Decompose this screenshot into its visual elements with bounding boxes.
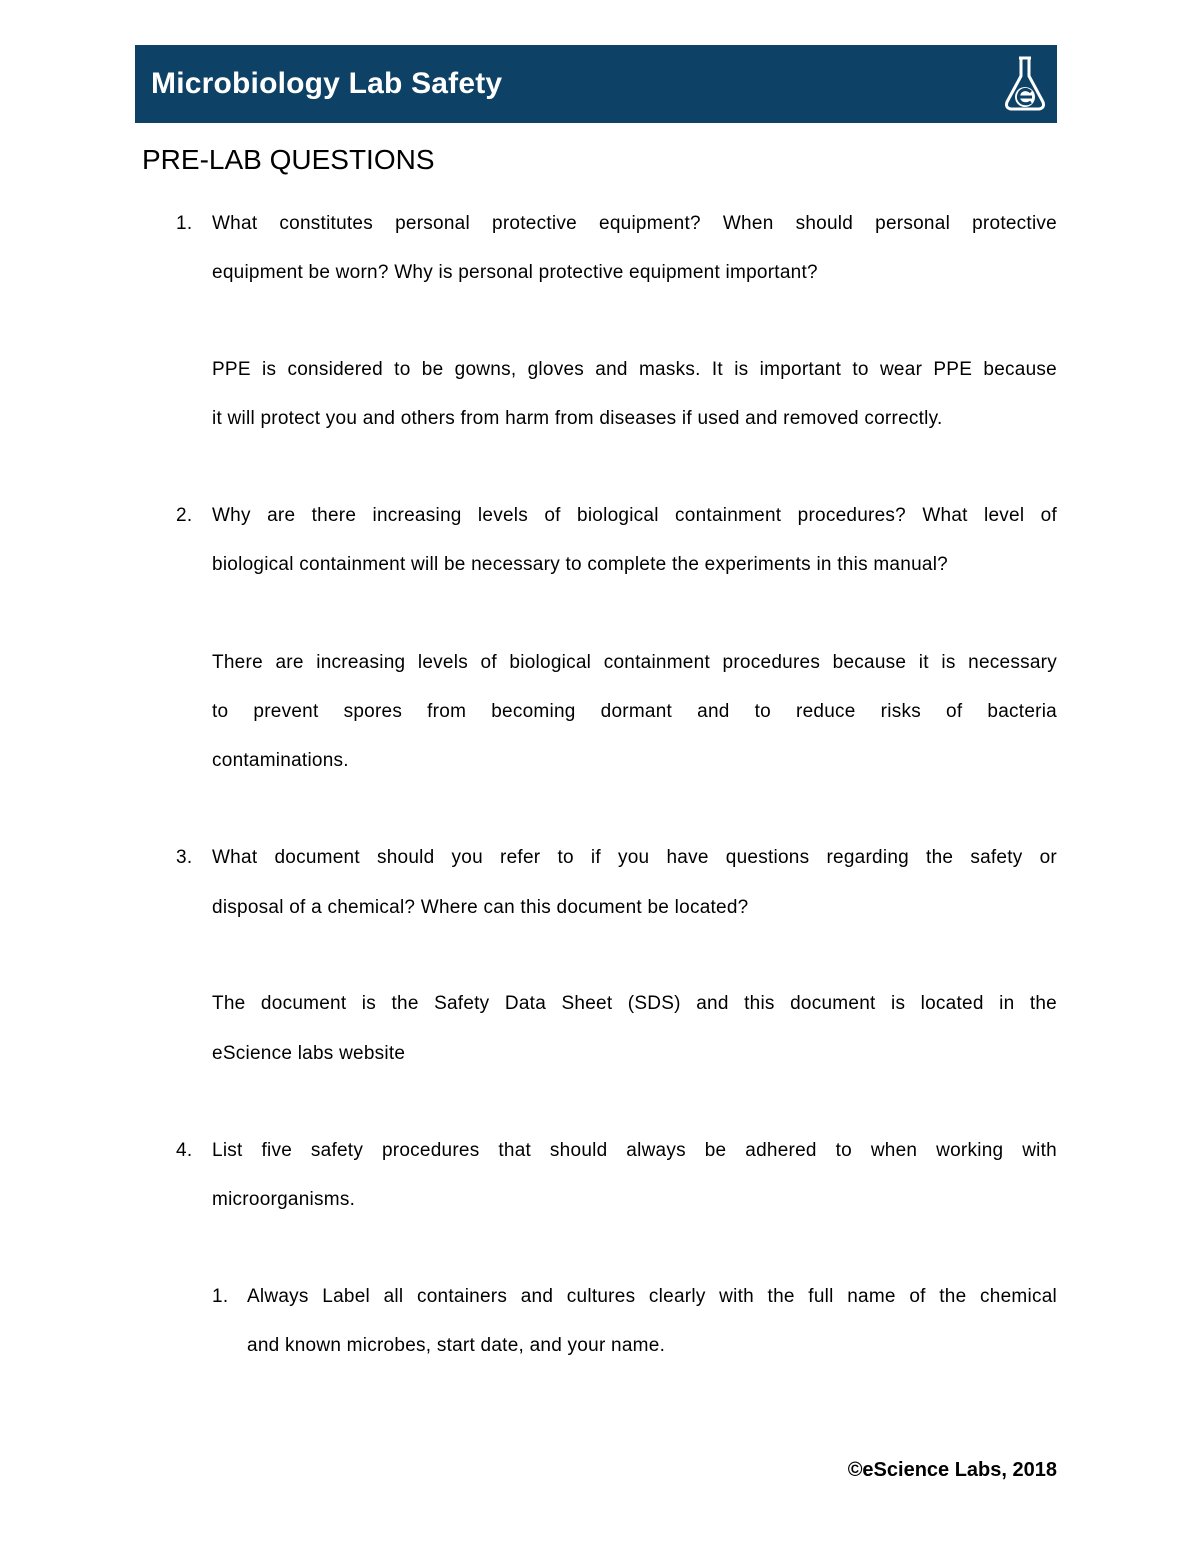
question-4-line-2: microorganisms. <box>212 1189 356 1210</box>
question-4-number: 4. <box>176 1140 193 1161</box>
answer-3-line-1: The document is the Safety Data Sheet (SDS) and this document is located in the <box>212 993 1057 1014</box>
answer-3-line-2: eScience labs website <box>212 1043 406 1064</box>
question-2-line-1: Why are there increasing levels of biological containment procedures? What level of <box>212 505 1057 526</box>
flask-e-icon <box>1001 54 1049 114</box>
question-2-line-2: biological containment will be necessary to complete the experiments in this manual? <box>212 554 948 575</box>
sub-item-1-number: 1. <box>212 1286 229 1307</box>
question-3-line-2: disposal of a chemical? Where can this document be located? <box>212 897 749 918</box>
question-1-line-2: equipment be worn? Why is personal protective equipment important? <box>212 262 818 283</box>
answer-2-line-3: contaminations. <box>212 750 349 771</box>
copyright-footer: ©eScience Labs, 2018 <box>847 1459 1057 1481</box>
question-1-line-1: What constitutes personal protective equipment? When should personal protective <box>212 213 1057 234</box>
sub-item-1-line-1: Always Label all containers and cultures clearly with the full name of the chemical <box>247 1286 1057 1307</box>
answer-2-line-2: to prevent spores from becoming dormant and to reduce risks of bacteria <box>212 701 1057 722</box>
answer-1-line-2: it will protect you and others from harm from diseases if used and removed correctly. <box>212 408 943 429</box>
answer-2-line-1: There are increasing levels of biological containment procedures because it is necessary <box>212 652 1057 673</box>
question-3-number: 3. <box>176 847 193 868</box>
question-3-line-1: What document should you refer to if you have questions regarding the safety or <box>212 847 1057 868</box>
answer-1-line-1: PPE is considered to be gowns, gloves and masks. It is important to wear PPE because <box>212 359 1057 380</box>
header-banner <box>135 45 1057 123</box>
question-4-line-1: List five safety procedures that should always be adhered to when working with <box>212 1140 1057 1161</box>
page-title: Microbiology Lab Safety <box>151 67 503 100</box>
sub-item-1-line-2: and known microbes, start date, and your name. <box>247 1335 666 1356</box>
question-2-number: 2. <box>176 505 193 526</box>
question-1-number: 1. <box>176 213 193 234</box>
section-heading: PRE-LAB QUESTIONS <box>142 144 435 175</box>
